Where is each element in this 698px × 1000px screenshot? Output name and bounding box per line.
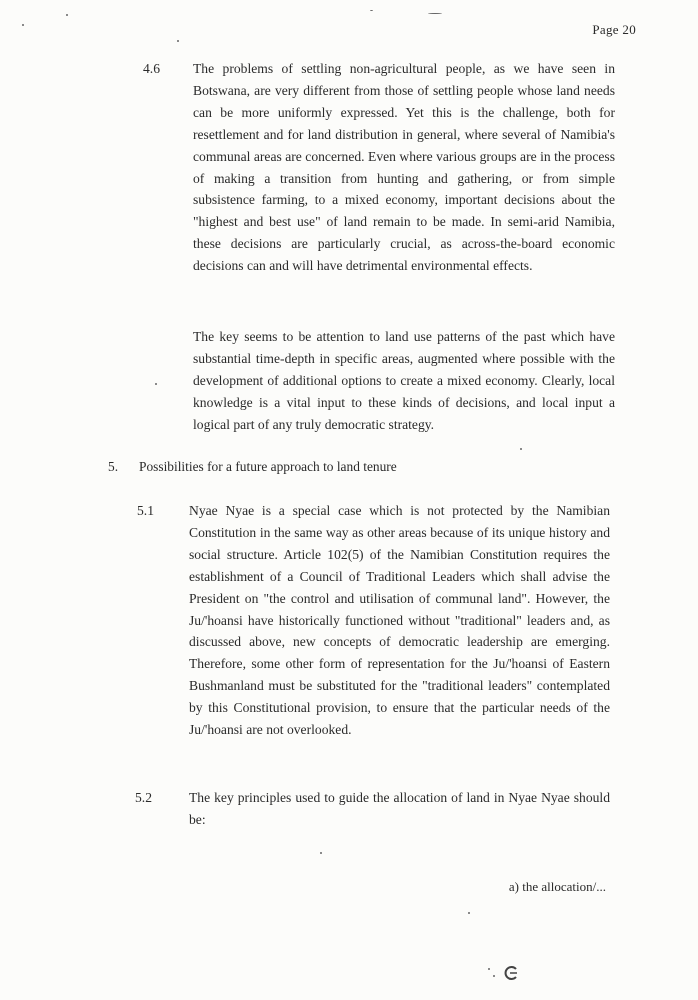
scan-speck bbox=[177, 40, 179, 42]
scan-speck bbox=[155, 383, 157, 385]
paragraph-4-6: The problems of settling non-agricultural people, as we have seen in Botswana, are very different from those of settling people whose land needs can be more uniformly expressed. Yet this is the challenge, both for resettlement and for land distribution in general, where several of Namibia's communal areas are concerned. Even where various groups are in the process of making a transition from hunting and gathering, or from simple subsistence farming, to a mixed economy, important decisions about the "highest and best use" of land remain to be made. In semi-arid Namibia, these decisions are particularly crucial, as across-the-board economic decisions can and will have detrimental environmental effects. bbox=[193, 61, 615, 274]
section-heading-5: Possibilities for a future approach to land tenure bbox=[139, 459, 397, 474]
scan-speck bbox=[22, 24, 24, 26]
scan-speck bbox=[488, 968, 490, 970]
scan-speck bbox=[493, 975, 495, 977]
paragraph-5-2: The key principles used to guide the allocation of land in Nyae Nyae should be: bbox=[189, 790, 610, 827]
scan-speck bbox=[520, 448, 522, 450]
scan-speck bbox=[370, 10, 373, 11]
section-number-5-2: 5.2 bbox=[135, 790, 152, 805]
scan-speck bbox=[320, 852, 322, 854]
paragraph-4-6-continued: The key seems to be attention to land use patterns of the past which have substantial time-depth in specific areas, augmented where possible with the development of additional options to create a mixed economy. Clearly, local knowledge is a vital input to these kinds of decisions, and local input a logical part of any truly democratic strategy. bbox=[193, 329, 615, 432]
scan-speck bbox=[428, 13, 442, 14]
paragraph-5-1: Nyae Nyae is a special case which is not protected by the Namibian Constitution in the same way as other areas because of its unique history and social structure. Article 102(5) of the Namibian Constitution requires the establishment of a Council of Traditional Leaders which shall advise the President on "the control and utilisation of communal land". However, the Ju/'hoansi have historically functioned without "traditional" leaders and, as discussed above, new concepts of democratic leadership are emerging. Therefore, some other form of representation for the Ju/'hoansi of Eastern Bushmanland must be substituted for the "traditional leaders" contemplated by this Constitutional provision, to ensure that the particular needs of the Ju/'hoansi are not overlooked. bbox=[189, 503, 610, 738]
section-number-4-6: 4.6 bbox=[143, 61, 160, 76]
continuation-note: a) the allocation/... bbox=[508, 879, 606, 894]
page-number: Page 20 bbox=[592, 22, 636, 37]
circle-mark-icon bbox=[500, 965, 522, 981]
scan-speck bbox=[66, 14, 68, 16]
section-number-5-1: 5.1 bbox=[137, 503, 154, 518]
section-number-5: 5. bbox=[108, 459, 119, 474]
scan-speck bbox=[468, 912, 470, 914]
